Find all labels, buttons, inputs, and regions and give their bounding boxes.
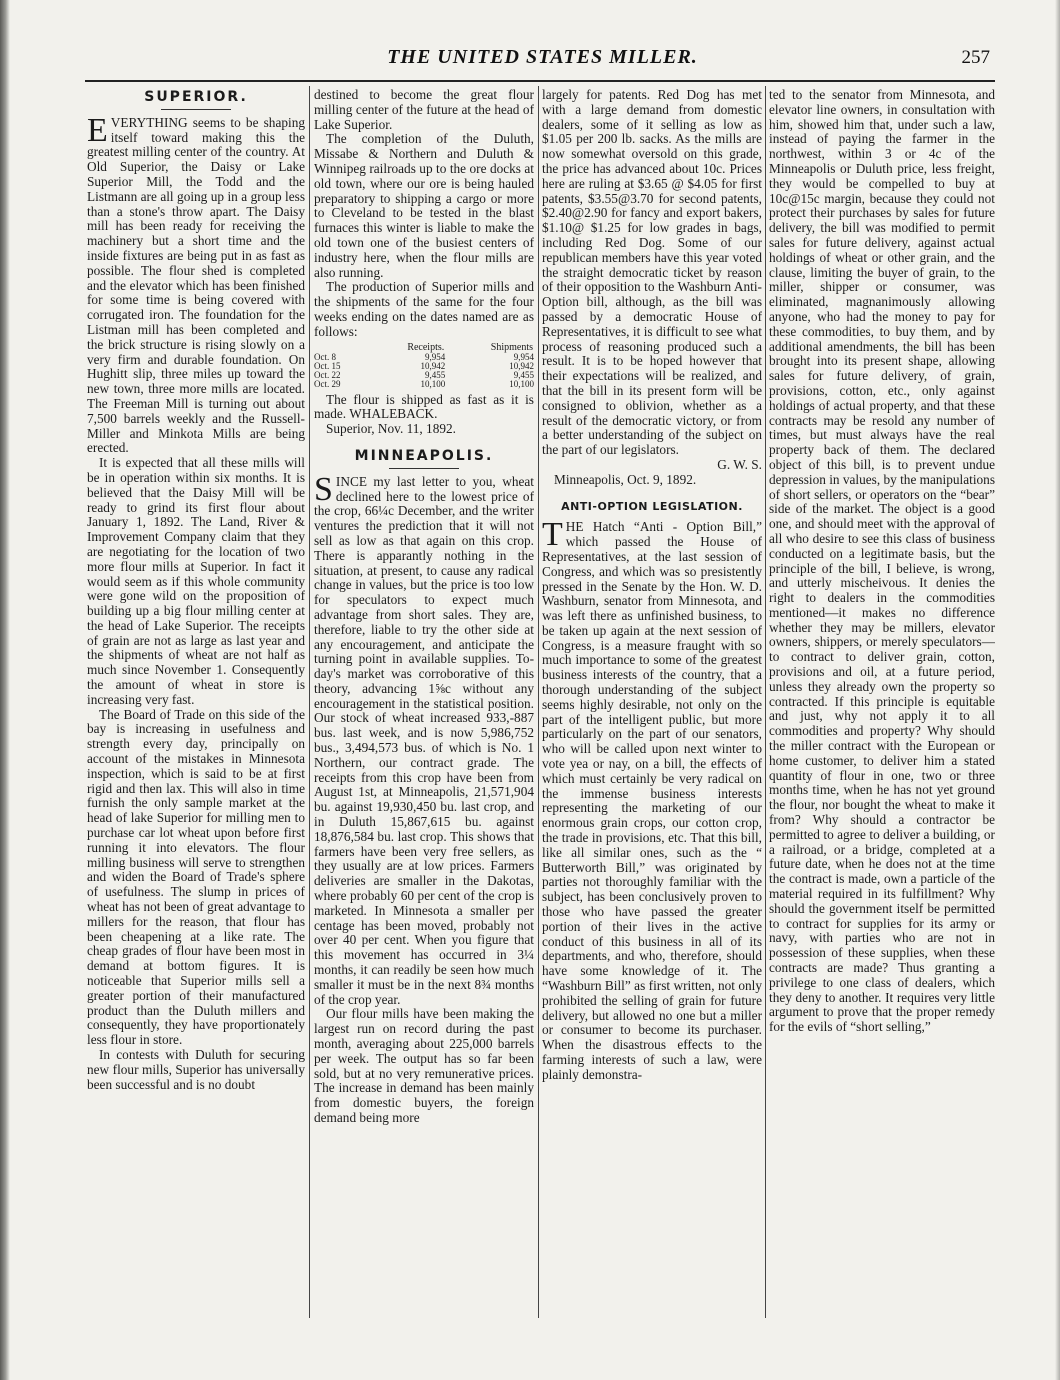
- receipts-table: [314, 342, 534, 389]
- article-paragraph: The completion of the Duluth, Missabe & Northern and Duluth & Winnipeg railroads up to the ore docks at old town, where our ore is being hauled preparatory to shipping a cargo or more to Cleveland to be tested in the blast furnaces this winter is liable to make the old town one of the busiest centers of industry here, when the flour mills are also running.: [314, 131, 534, 280]
- table-cell-receipts: 9,455: [425, 369, 446, 380]
- article-paragraph: The flour is shipped as fast as it is made. WHALEBACK.: [314, 391, 534, 422]
- table-row: [314, 380, 534, 389]
- table-cell-date: Oct. 22: [314, 369, 341, 380]
- section-heading-superior: SUPERIOR.: [144, 89, 248, 105]
- heading-rule: [161, 109, 231, 110]
- article-paragraph: largely for patents. Red Dog has met with a large demand from domestic dealers, some of it selling as low as $1.05 per 200 lb. sacks. As the mills are now somewhat oversold on this grade, the price has advanced about 10c. Prices here are ruling at $3.65 @ $4.05 for first patents, $3.55@3.70 for second patents, $2.40@2.90 for fancy and export bakers, $1.10@ $1.25 for low grades in bags, including Red Dog. Some of our republican members have this year voted the straight democratic ticket by reason of their opposition to the Washburn Anti-Option bill, although, as the bill was passed by a democratic House of Representatives, it is difficult to see what process of reasoning produced such a result. It is to be hoped however that their expectations will be realized, and that the bill in its present form will be consigned to oblivion, whether as a result of the democratic victory, or from a better understanding of the subject on the part of our legislators.: [542, 88, 762, 458]
- column-3: [542, 88, 762, 1318]
- article-paragraph: It is expected that all these mills will be in operation within six months. It is believed that the Daisy Mill will be ready to grind its first flour about January 1, 1892. The Land, River & Improvement Company claim that they are negotiating for the location of two more flour mills at Superior. In fact it would seem as if this whole community were gone wild on the proposition of building up a big flour milling center at the head of Lake Superior. The receipts of grain are not as large as last year and the shipments of wheat are not half as much since November 1. Consequently the amount of wheat in store is increasing very fast.: [87, 455, 305, 707]
- article-paragraph: EVERYTHING seems to be shaping itself toward making this the greatest milling center of the country. At Old Superior, the Daisy or Lake Superior Mill, the Todd and the Listmann are all going up in a group less than a stone's throw apart. The Daisy mill has been ready for receiving the machinery but a short time and the inside fixtures are being put in as fast as possible. The flour shed is completed and the elevator which has been finished for some time is being covered with corrugated iron. The foundation for the Listman mill has been completed and the brick structure is rising slowly on a very firm and durable foundation. On Hughitt slip, three miles up toward the new town, three more mills are located. The Freeman Mill is turning out about 7,500 barrels weekly and the Russell-Miller and Minkota Mills are being erected.: [87, 111, 305, 456]
- table-cell-date: Oct. 29: [314, 378, 341, 389]
- article-paragraph: ted to the senator from Minnesota, and elevator line owners, in consultation with him, showed him that, under such a law, instead of paying the farmer in the northwest, within 3 or 4c of the Minneapolis or Duluth price, less freight, they would be compelled to buy at 10c@15c margin, because they could not protect their purchases by sales for future delivery, the bill was modified to permit sales for future delivery, against actual holdings of wheat or other grain, and the clause, limiting the buyer of grain, to the miller, shipper or consumer, was eliminated, magnanimously allowing anyone, who had the money to pay for these commodities, to buy them, and by additional amendments, the bill has been brought into its present shape, allowing sales for future delivery, of grain, provisions, cotton, etc., only against holdings of actual property, and that these contracts may be resold any number of times, but must always have the real property back of them. The declared object of this bill, is to prevent undue depression in values, by the manipulations of short sellers, or operators on the “bear” side of the market. The object is a good one, and should meet with the approval of all who desire to see this class of business conducted on a legitimate basis, but the principle of the bill, I believe, is wrong, and utterly mischeivous. It denies the right to dealers in the commodities mentioned—it makes no difference whether they may be millers, elevator owners, shippers, or merely speculators—to contract to deliver grain, cotton, provisions and oil, at a future period, unless they already own the property so contracted. If this principle is equitable and just, why not apply it to all commodities and property? Why should the miller contract with the European or home customer, to deliver him a stated quantity of flour in one, two or three months time, when he has not yet ground the flour, nor bought the wheat to make it from? Why should a contractor be permitted to agree to deliver a building, or a railroad, or a bridge, completed at a future date, when he does not at the time the contract is made, own a particle of the material required in its fulfillment? Why should the government itself be permitted to contract for supplies for its army or navy, with parties who are not in possession of these supplies, when these contracts are made? Thus granting a privilege to one class of dealers, which they deny to another. It requires very little argument to prove that the proper remedy for the evils of “short selling,”: [769, 88, 995, 1035]
- table-header-shipments: Shipments: [490, 341, 533, 353]
- column-2: [314, 88, 534, 1318]
- masthead-rule: [85, 80, 995, 82]
- dateline: Superior, Nov. 11, 1892.: [326, 421, 456, 437]
- table-row: [314, 362, 534, 371]
- article-paragraph: THE Hatch “Anti - Option Bill,” which passed the House of Representatives, at the last session of Congress, and which was so presistently pressed in the Senate by the Hon. W. D. Washburn, senator from Minnesota, and was left there as unfinished business, to be taken up again at the next session of Congress, is a measure fraught with so much importance to some of the greatest business interests of the country, that a thorough understanding of the subject seems highly desirable, not only on the part of the intelligent public, but more particularly on the part of our senators, who will be called upon next winter to vote yea or nay, on a bill, the effects of which must certainly be very radical on the immense business interests representing the marketing of our enormous grain crops, our cotton crop, the trade in provisions, etc. That this bill, like all similar ones, such as the “ Butterworth Bill,” was originated by parties not thoroughly familiar with the subject, has been conclusively proven to those who have passed the greater portion of their lives in the active conduct of this business in all of its departments, and who, therefore, should have some knowledge of it. The “Washburn Bill” as first written, not only prohibited the selling of grain for future delivery, but allowed no one but a miller or consumer to become its purchaser. When the disastrous effects to the farming interests of such a law, were plainly demonstra-: [542, 516, 762, 1082]
- publication-title: THE UNITED STATES MILLER.: [387, 46, 698, 68]
- table-cell-shipments: 9,954: [513, 351, 534, 362]
- binding-edge: [0, 0, 10, 1380]
- column-rule: [538, 86, 539, 1318]
- column-4: [769, 88, 995, 1318]
- table-cell-receipts: 10,942: [420, 360, 446, 371]
- drop-cap: S: [314, 470, 333, 508]
- article-paragraph: Our flour mills have been making the largest run on record during the past month, averaging about 225,000 barrels per week. The output has so far been sold, but at no very remunerative prices. The increase in demand has been mainly from domestic buyers, the foreign demand being more: [314, 1006, 534, 1125]
- article-paragraph: destined to become the great flour milling center of the future at the head of Lake Superior.: [314, 88, 534, 132]
- table-header-receipts: Receipts.: [407, 341, 445, 353]
- page-number: 257: [961, 47, 990, 68]
- table-header-date: [314, 342, 367, 353]
- table-cell-receipts: 10,100: [420, 378, 446, 389]
- article-paragraph: The production of Superior mills and the shipments of the same for the four weeks ending on the dates named are as follows:: [314, 279, 534, 339]
- section-heading-minneapolis: MINNEAPOLIS.: [354, 447, 494, 464]
- column-1: [87, 88, 305, 1318]
- page-edge: [1055, 0, 1060, 1380]
- article-paragraph: SINCE my last letter to you, wheat declined here to the lowest price of the crop, 66¼c December, and the writer ventures the prediction that it will not sell as low as that again on this crop. There is apparantly nothing in the situation, at present, to cause any radical change in values, but the price is too low for speculators to expect much advantage from short sales. They are, therefore, liable to try the other side at any encouragement, and anticipate the turning point in available supplies. To-day's market was corroborative of this theory, advancing 1⅝c without any encouragement in the statistical position. Our stock of wheat increased 933,-887 bus. last week, and is now 5,986,752 bus., 3,494,573 bus. of which is No. 1 Northern, our contract grade. The receipts from this crop have been from August 1st, at Minneapolis, 21,571,904 bu. against 19,930,450 bu. last crop, and in Duluth 15,867,615 bu. against 18,876,584 bu. last crop. This shows that farmers have been very free sellers, as they usually are at low prices. Farmers deliveries are smaller in the Dakotas, where probably 60 per cent of the crop is marketed. In Minnesota a smaller per centage has been moved, probably not over 40 per cent. When you figure that this movement has occurred in 3¼ months, it can readily be seen how much smaller it must be in the next 8¾ months of the crop year.: [314, 470, 534, 1007]
- section-heading-anti-option: ANTI-OPTION LEGISLATION.: [561, 499, 743, 513]
- article-paragraph: In contests with Duluth for securing new flour mills, Superior has universally been successful and is no doubt: [87, 1047, 305, 1092]
- drop-cap: E: [87, 111, 108, 149]
- table-cell-date: Oct. 15: [314, 360, 341, 371]
- dateline: Minneapolis, Oct. 9, 1892.: [554, 471, 697, 487]
- heading-rule: [389, 468, 459, 469]
- table-cell-date: Oct. 8: [314, 351, 336, 362]
- table-cell-shipments: 10,942: [509, 360, 534, 371]
- column-rule: [309, 86, 310, 1318]
- masthead: [95, 46, 990, 74]
- table-cell-receipts: 9,954: [425, 351, 446, 362]
- drop-cap: T: [542, 516, 563, 554]
- article-paragraph: The Board of Trade on this side of the bay is increasing in usefulness and strength every day, principally on account of the mistakes in Minnesota inspection, which is said to be at first rigid and then lax. This will also in time furnish the only sample market at the head of lake Superior for milling men to purchase car lot wheat upon before first running it into elevators. The flour milling business will serve to strengthen and widen the Board of Trade's sphere of usefulness. The slump in prices of wheat has not been of great advantage to millers for the reason, that flour has been cheapening at a like rate. The cheap grades of flour have been most in demand at bottom figures. It is noticeable that Superior mills sell a greater portion of their manufactured product than the Duluth millers and consequently, they have proportionately less flour in store.: [87, 706, 305, 1048]
- table-header-row: [314, 342, 534, 353]
- signature: G. W. S.: [717, 456, 762, 472]
- table-cell-shipments: 10,100: [509, 378, 534, 389]
- table-cell-shipments: 9,455: [513, 369, 534, 380]
- column-rule: [765, 86, 766, 1318]
